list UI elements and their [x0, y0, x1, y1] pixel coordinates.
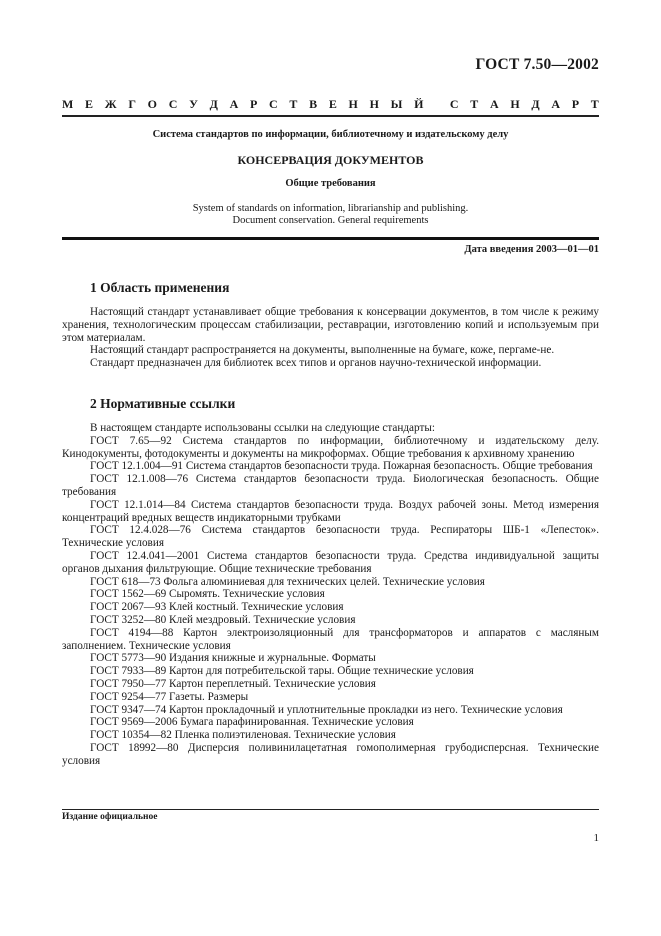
- section-1-heading: 1 Область применения: [90, 280, 230, 295]
- reference-item: ГОСТ 12.1.014—84 Система стандартов безопасности труда. Воздух рабочей зоны. Метод измерения концентраций вредных веществ индикаторными трубками: [62, 498, 599, 524]
- reference-item: ГОСТ 10354—82 Пленка полиэтиленовая. Технические условия: [90, 729, 396, 742]
- footer-rule: [62, 809, 599, 810]
- title-letter: Д: [209, 97, 218, 111]
- reference-item: ГОСТ 1562—69 Сыромять. Технические условия: [90, 588, 325, 601]
- title-letter: О: [147, 97, 158, 111]
- paragraph: В настоящем стандарте использованы ссылки на следующие стандарты:: [90, 422, 435, 434]
- title-letter: Д: [531, 97, 540, 111]
- title-letter: Ж: [104, 97, 117, 111]
- reference-item: ГОСТ 3252—80 Клей мездровый. Технические условия: [90, 613, 356, 626]
- reference-item: ГОСТ 9569—2006 Бумага парафинированная. Технические условия: [90, 716, 414, 729]
- title-letter: Е: [328, 97, 337, 111]
- interstate-standard-label: [62, 97, 599, 112]
- paragraph: Настоящий стандарт устанавливает общие требования к консервации документов, в том числе к режиму хранения, технологическим процессам стабилизации, реставрации, изготовлению копий и используемым при этом материалам.: [62, 306, 599, 344]
- title-letter: В: [309, 97, 318, 111]
- paragraph: Стандарт предназначен для библиотек всех типов и органов научно-технической информации.: [90, 357, 542, 370]
- english-title-line-1: System of standards on information, librarianship and publishing.: [192, 203, 469, 214]
- title-letter: У: [189, 97, 198, 111]
- document-title: КОНСЕРВАЦИЯ ДОКУМЕНТОВ: [237, 153, 424, 167]
- reference-item: ГОСТ 7.65—92 Система стандартов по информации, библиотечному и издательскому делу. Кинодокументы, фотодокументы и документы на микроформах. Общие требования к архивному хранению: [62, 434, 599, 460]
- edition-label: Издание официальное: [62, 812, 158, 822]
- reference-item: ГОСТ 5773—90 Издания книжные и журнальные. Форматы: [90, 652, 376, 665]
- title-letter: Е: [85, 97, 94, 111]
- title-letter: Ы: [390, 97, 403, 111]
- section-2-heading: 2 Нормативные ссылки: [90, 396, 236, 411]
- reference-item: ГОСТ 12.4.041—2001 Система стандартов безопасности труда. Средства индивидуальной защиты органов дыхания фильтрующие. Общие технические требования: [62, 549, 599, 575]
- reference-item: ГОСТ 12.1.008—76 Система стандартов безопасности труда. Биологическая безопасность. Общие требования: [62, 473, 599, 498]
- title-rule: [62, 237, 599, 240]
- english-title: [62, 203, 599, 227]
- title-letter: Т: [289, 97, 298, 111]
- reference-item: ГОСТ 12.1.004—91 Система стандартов безопасности труда. Пожарная безопасность. Общие требования: [90, 460, 593, 473]
- paragraph: Настоящий стандарт распространяется на документы, выполненные на бумаге, коже, пергаме-не.: [90, 344, 555, 357]
- title-letter: С: [449, 97, 459, 111]
- reference-item: ГОСТ 7950—77 Картон переплетный. Технические условия: [90, 677, 376, 690]
- reference-item: ГОСТ 9347—74 Картон прокладочный и уплотнительные прокладки из него. Технические условия: [90, 703, 563, 716]
- title-word-gap: [435, 97, 438, 112]
- title-letter: Т: [590, 97, 599, 111]
- standard-code: ГОСТ 7.50—2002: [475, 56, 599, 73]
- title-letter: Г: [128, 97, 136, 111]
- title-letter: М: [62, 97, 74, 111]
- effective-date: Дата введения 2003—01—01: [464, 244, 599, 255]
- title-letter: А: [489, 97, 499, 111]
- title-letter: Н: [510, 97, 520, 111]
- section-2-body: [62, 422, 599, 768]
- reference-item: ГОСТ 2067—93 Клей костный. Технические условия: [90, 601, 344, 614]
- title-letter: Т: [470, 97, 479, 111]
- title-letter: А: [551, 97, 561, 111]
- page-number: 1: [593, 832, 599, 844]
- title-letter: С: [168, 97, 178, 111]
- section-1-body: [62, 306, 599, 370]
- reference-item: ГОСТ 18992—80 Дисперсия поливинилацетатная гомополимерная грубодисперсная. Технические условия: [62, 741, 599, 767]
- references-list: [62, 435, 599, 768]
- document-subtitle: Общие требования: [285, 178, 376, 189]
- title-letter: С: [269, 97, 278, 111]
- header-rule: [62, 115, 599, 117]
- reference-item: ГОСТ 7933—89 Картон для потребительской тары. Общие технические условия: [90, 665, 474, 678]
- title-letter: Р: [571, 97, 580, 111]
- standards-system: Система стандартов по информации, библиотечному и издательскому делу: [152, 129, 509, 140]
- reference-item: ГОСТ 12.4.028—76 Система стандартов безопасности труда. Респираторы ШБ-1 «Лепесток». Технические условия: [62, 524, 599, 550]
- title-letter: Й: [414, 97, 424, 111]
- title-letter: А: [229, 97, 239, 111]
- title-letter: Н: [369, 97, 379, 111]
- reference-item: ГОСТ 618—73 Фольга алюминиевая для технических целей. Технические условия: [90, 575, 485, 588]
- reference-item: ГОСТ 4194—88 Картон электроизоляционный для трансформаторов и аппаратов с масляным заполнением. Технические условия: [62, 626, 599, 652]
- title-letter: Н: [348, 97, 358, 111]
- reference-item: ГОСТ 9254—77 Газеты. Размеры: [90, 690, 249, 703]
- english-title-line-2: Document conservation. General requirements: [232, 215, 429, 226]
- title-letter: Р: [249, 97, 258, 111]
